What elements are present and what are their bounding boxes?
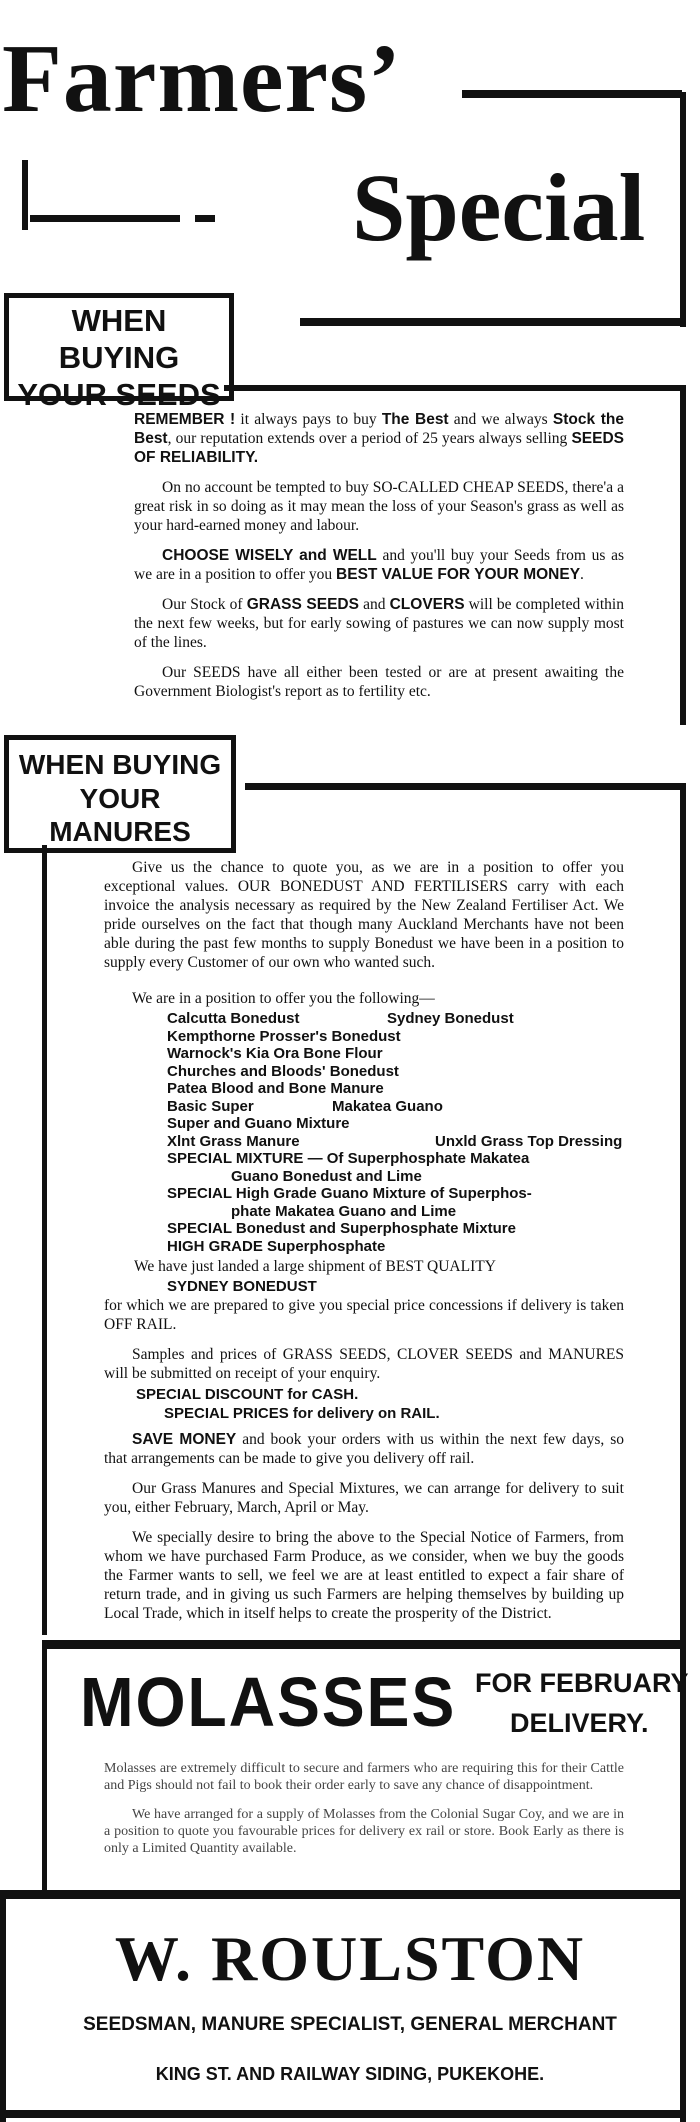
seeds-body [134,410,624,712]
stock-text2: will be completed within the next few weeks, but for early sowing of pastures we can now supply most of the lines. [134,596,624,651]
list-item: Patea Blood and Bone Manure [167,1080,384,1097]
remember-stock: Stock the Best [134,411,625,447]
save-text: and book your orders with us within the next few days, so that arrangements can be made to give you delivery off rail. [104,1431,625,1467]
list-item-a: Calcutta Bonedust [167,1010,300,1027]
special-high-grade-cont: phate Makatea Guano and Lime [231,1202,457,1220]
save-lead: SAVE MONEY [132,1431,237,1448]
seeds-remember [134,410,624,467]
concession-text: for which we are prepared to give you special price concessions if delivery is taken OFF RAIL. [104,1297,624,1333]
manure-list [167,1010,623,1255]
list-item-b: Makatea Guano [332,1097,443,1115]
choose-text: and you'll buy your Seeds from us as we are in a position to offer you [134,547,624,583]
seeds-heading-line2: YOUR SEEDS [17,377,221,413]
molasses-p1: Molasses are extremely difficult to secure and farmers who are requiring this for their Cattle and Pigs should not fail to book their order early to save any chance of disappointment. [104,1761,624,1793]
title-special: Special [352,154,646,261]
title-rule-dash [195,215,215,222]
stock-and: and [358,596,390,613]
manures-rule [245,783,685,790]
merchant-address: KING ST. AND RAILWAY SIDING, PUKEKOHE. [155,2064,545,2084]
list-item: Churches and Bloods' Bonedust [167,1062,399,1080]
stock-grass: GRASS SEEDS [246,596,359,613]
list-item-b: Unxld Grass Top Dressing [435,1132,623,1150]
frame-right-top [680,92,686,327]
frame-right-manures [680,783,686,1643]
list-item [167,1010,532,1028]
special-mixture-cont: Guano Bonedust and Lime [231,1167,422,1185]
seeds-heading-line1: WHEN BUYING [58,303,180,376]
sydney-bonedust: SYDNEY BONEDUST [167,1278,317,1295]
manures-body [104,1296,624,1394]
remember-text2: and we always [448,411,553,428]
title-rule-vertical [22,160,28,230]
molasses-for-line1: FOR FEBRUARY [475,1668,689,1698]
remember-text1: it always pays to buy [235,411,382,428]
manures-heading-line2: YOUR MANURES [49,782,191,848]
seeds-cheap: On no account be tempted to buy SO-CALLED CHEAP SEEDS, there'a a great risk in so doing as it may mean the loss of your Season's grass as well as your hard-earned money and labour. [134,479,624,534]
stock-clovers: CLOVERS [389,596,465,613]
frame-left-manures [42,845,47,1635]
special-bonedust: SPECIAL Bonedust and Superphosphate Mixture [167,1220,516,1237]
special-discount: SPECIAL DISCOUNT for CASH. [136,1386,359,1403]
frame-right-seeds [680,385,686,725]
special-prices: SPECIAL PRICES for delivery on RAIL. [164,1405,440,1422]
remember-text3: , our reputation extends over a period of 25 years always selling [167,430,572,447]
merchant-name: W. ROULSTON [114,1923,586,1994]
merchant-trades: SEEDSMAN, MANURE SPECIALIST, GENERAL MERCHANT [83,2014,617,2035]
molasses-rule-top [42,1640,686,1649]
seeds-tested: Our SEEDS have all either been tested or are at present awaiting the Government Biologist's report as to fertility etc. [134,664,624,700]
molasses-body [104,1760,624,1869]
samples-text: Samples and prices of GRASS SEEDS, CLOVER SEEDS and MANURES will be submitted on receipt of your enquiry. [104,1346,624,1382]
list-item-a: Xlnt Grass Manure [167,1132,300,1150]
frame-left-molasses [42,1640,47,1890]
seeds-heading-box [4,293,234,413]
list-item [167,1132,623,1151]
molasses-for-line2: DELIVERY. [510,1708,649,1738]
seeds-choose: CHOOSE WISELY and WELL and you'll buy your Seeds from us as we are in a position to offer you BEST VALUE FOR YOUR MONEY. [134,547,624,583]
seeds-stock [134,595,624,652]
title-rule-top [462,90,682,98]
special-high-grade: SPECIAL High Grade Guano Mixture of Superphos- [167,1185,532,1202]
remember-lead: REMEMBER ! [134,411,236,428]
title-farmers: Farmers’ [2,25,402,133]
footer-rule-top [0,1890,686,1899]
choose-value: BEST VALUE FOR YOUR MONEY [336,566,581,583]
stock-text1: Our Stock of [162,596,247,613]
manures-quote: Give us the chance to quote you, as we are in a position to offer you exceptional values. OUR BONEDUST AND FERTILISERS carry with each invoice the analysis necessary as required by the New Zealand Fertiliser Act. We pride ourselves on the fact that though many Auckland Merchants have not been able during the past few months to supply Bonedust we have been in a position to supply every Customer of our own who wanted such. [104,859,624,971]
list-item-a: Basic Super [167,1097,254,1115]
special-notice: We specially desire to bring the above to the Special Notice of Farmers, from whom we have purchased Farm Produce, as we consider, when we buy the goods the Farmer wants to sell, we feel we are at least entitled to expect a fair share of return trade, and in giving us such Farmers are helping themselves by building up Local Trade, which in itself helps to create the prosperity of the District. [104,1529,624,1622]
choose-lead: CHOOSE WISELY and WELL [162,547,377,564]
manures-heading-line1: WHEN BUYING [18,749,222,780]
molasses-p2: We have arranged for a supply of Molasses from the Colonial Sugar Coy, and we are in a position to quote you favourable prices for delivery ex rail or store. Book Early as there is only a Limited Quantity available. [104,1807,624,1856]
landed-text: We have just landed a large shipment of BEST QUALITY [134,1258,496,1275]
manures-heading-box [4,735,236,853]
manures-intro [104,858,624,983]
remember-reliability: SEEDS OF RELIABILITY. [134,430,624,466]
title-rule-left [30,215,180,222]
special-mixture: SPECIAL MIXTURE — Of Superphosphate Makatea [167,1150,530,1167]
save-money [104,1430,624,1468]
list-item: Kempthorne Prosser's Bonedust [167,1027,401,1045]
molasses-title: MOLASSES [80,1663,457,1741]
rule-dot [462,92,468,96]
remember-best: The Best [381,411,449,428]
manures-closing [104,1430,624,1634]
list-item-b: Sydney Bonedust [387,1010,514,1027]
seeds-rule [224,385,684,391]
footer-rule-bottom [0,2110,686,2118]
high-grade-super: HIGH GRADE Superphosphate [167,1237,386,1255]
list-item [167,1098,532,1116]
list-item: Super and Guano Mixture [167,1115,350,1132]
title-rule-bottom [300,318,685,326]
list-item: Warnock's Kia Ora Bone Flour [167,1045,383,1062]
grass-manures: Our Grass Manures and Special Mixtures, we can arrange for delivery to suit you, either February, March, April or May. [104,1480,624,1516]
offer-intro: We are in a position to offer you the following— [132,990,435,1007]
